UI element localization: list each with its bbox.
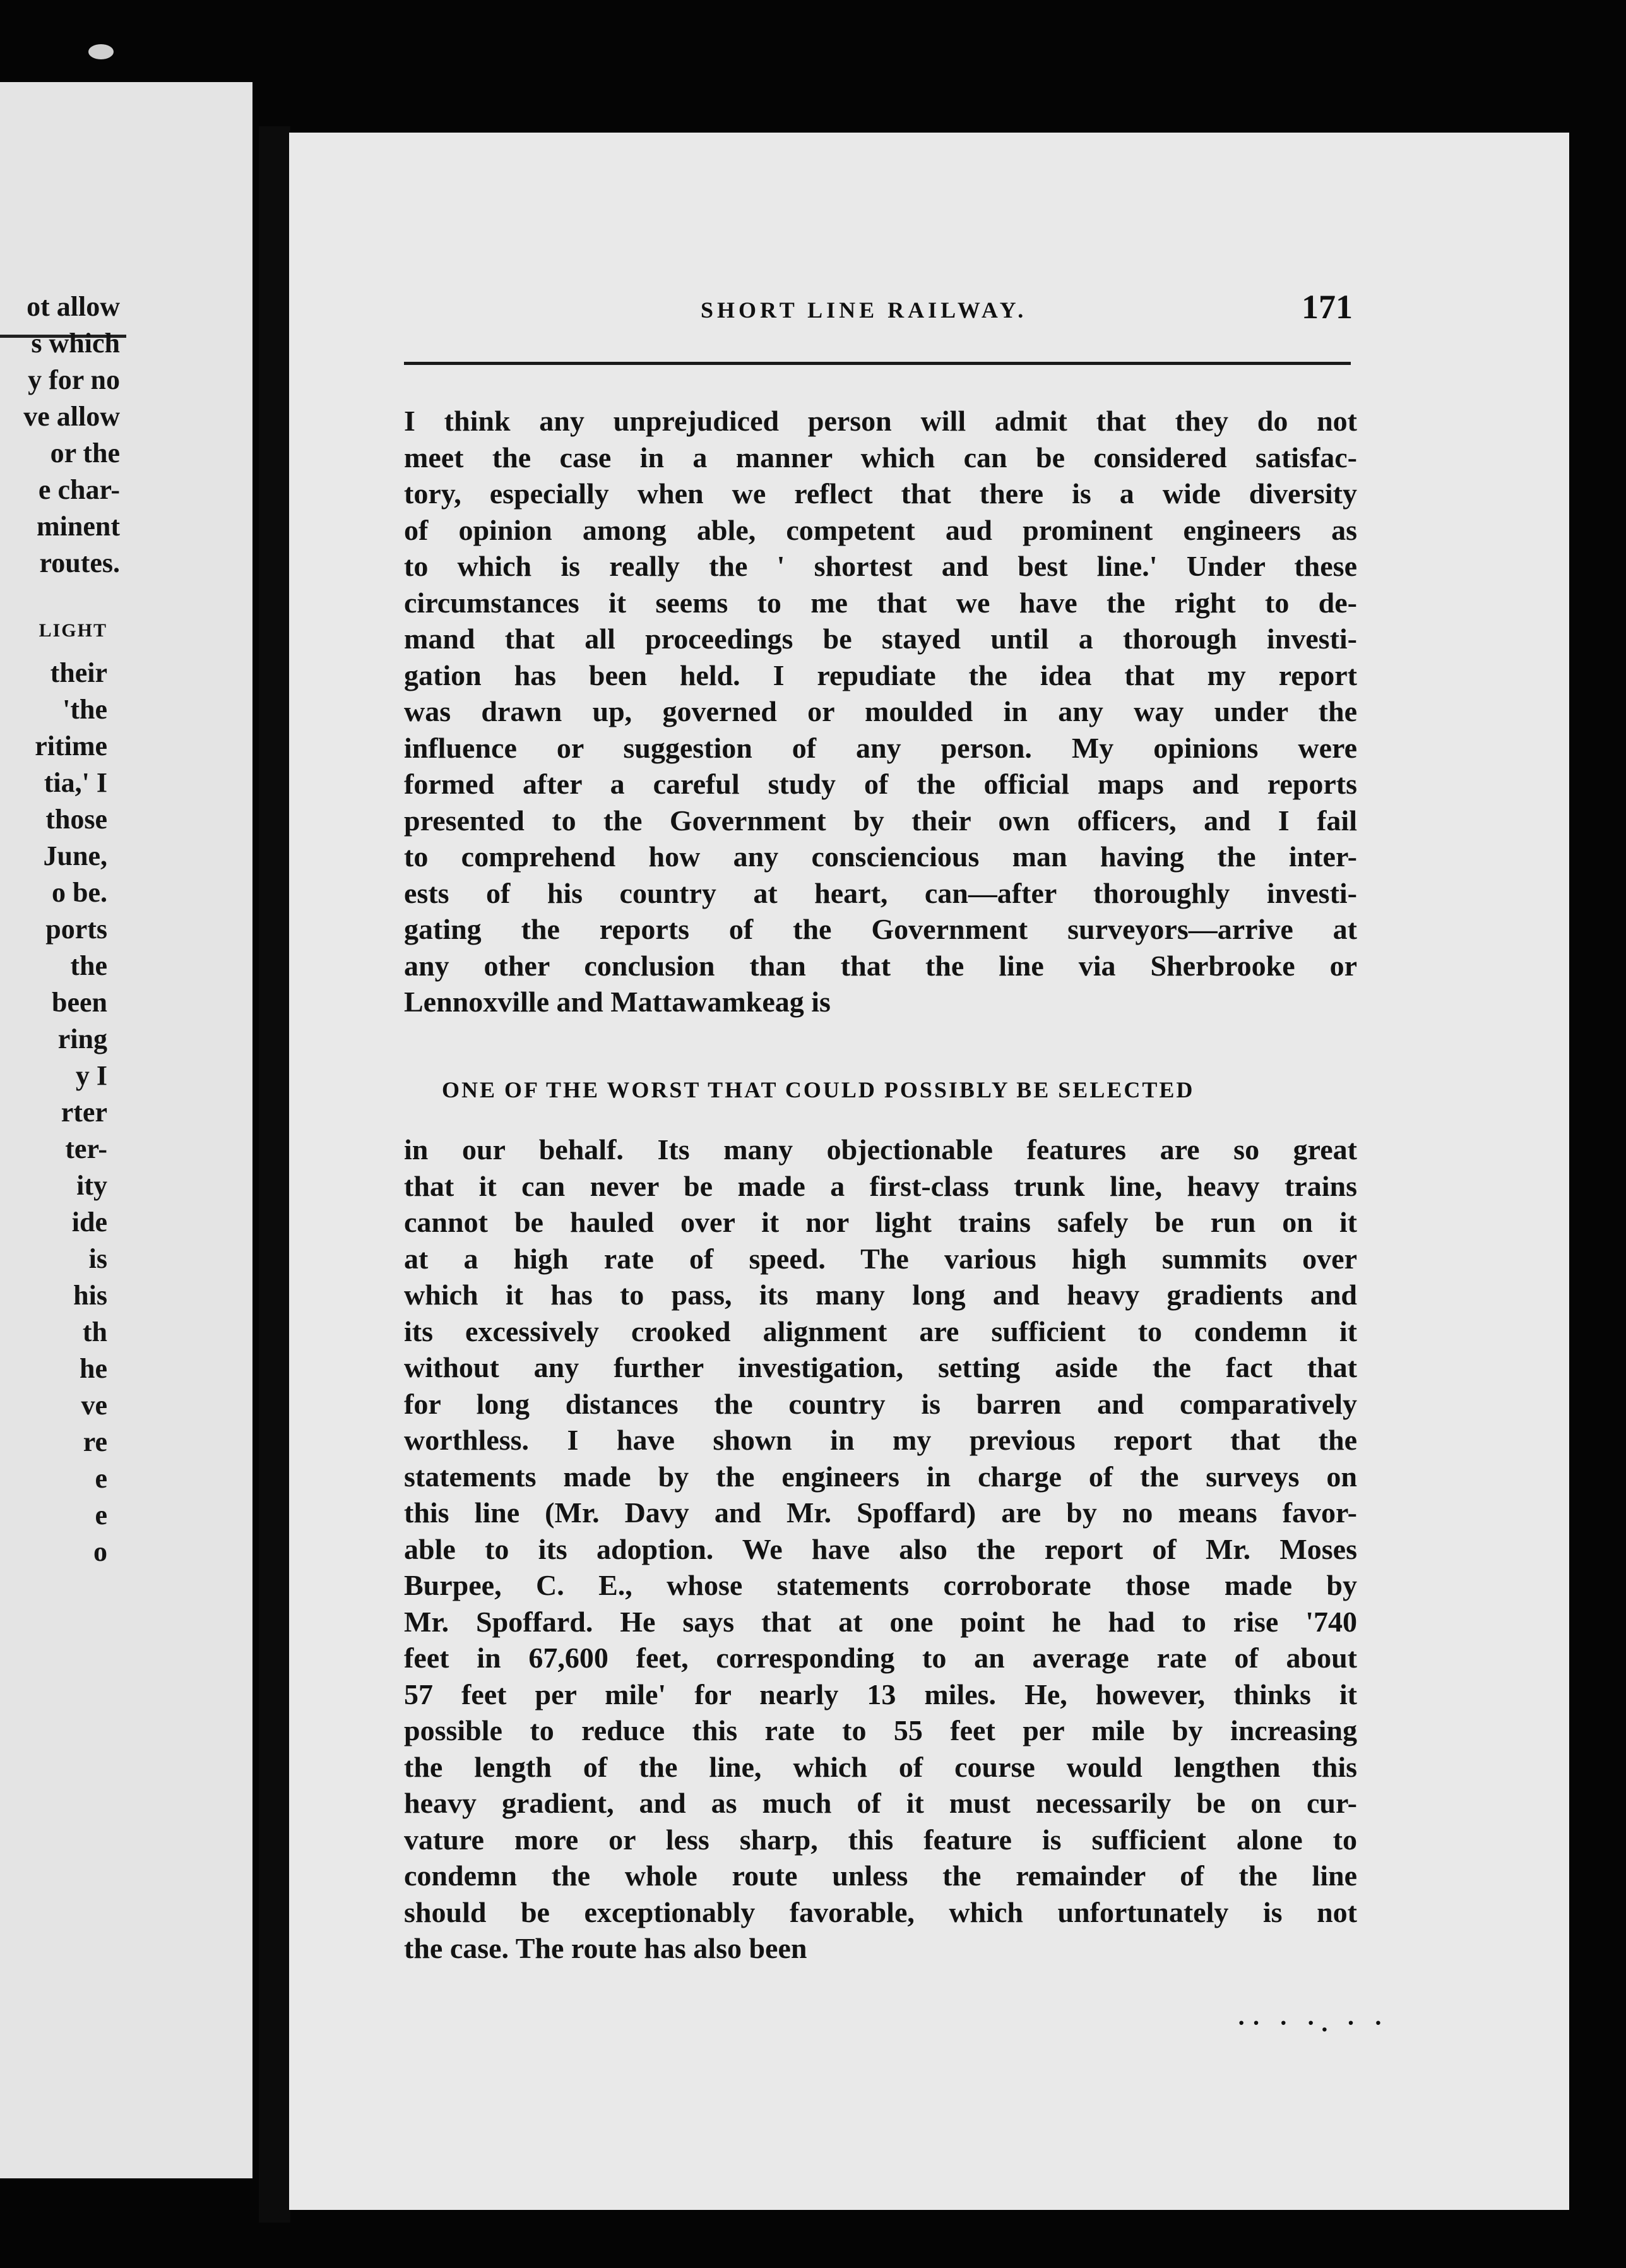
left-page-line: the xyxy=(70,950,107,981)
text-line: the case. The route has also been xyxy=(404,1932,807,1964)
text-line: should be exceptionably favorable, which unfortunately is not xyxy=(404,1895,1357,1928)
text-line: feet in 67,600 feet, corresponding to an average rate of about xyxy=(404,1642,1357,1674)
header-rule xyxy=(404,362,1351,365)
book-gutter xyxy=(259,126,290,2223)
text-line: statements made by the engineers in charge of the surveys on xyxy=(404,1460,1357,1493)
left-page-line: o be. xyxy=(52,877,107,908)
text-line: Burpee, C. E., whose statements corroborate those made by xyxy=(404,1569,1357,1601)
left-page-line: he xyxy=(80,1353,107,1384)
text-line: circumstances it seems to me that we have the right to de- xyxy=(404,586,1357,619)
left-page-line: e char- xyxy=(38,474,120,505)
text-line: cannot be hauled over it nor light trains safely be run on it xyxy=(404,1206,1357,1238)
left-page-line: re xyxy=(83,1426,107,1457)
text-line: was drawn up, governed or moulded in any way under the xyxy=(404,695,1357,727)
left-page-line: ve xyxy=(81,1390,107,1421)
text-line: meet the case in a manner which can be considered satisfac- xyxy=(404,441,1357,474)
left-page-line: e xyxy=(95,1463,107,1494)
left-page-line: ot allow xyxy=(27,291,120,322)
page-number: 171 xyxy=(1302,288,1353,326)
left-page-line: ter- xyxy=(65,1133,107,1164)
left-page-line: o xyxy=(93,1536,107,1567)
running-head: SHORT LINE RAILWAY. xyxy=(701,297,1028,323)
left-page-line: ve allow xyxy=(23,401,120,432)
left-page-line: is xyxy=(88,1243,107,1274)
text-line: for long distances the country is barren and comparatively xyxy=(404,1387,1357,1420)
text-line: Lennoxville and Mattawamkeag is xyxy=(404,986,831,1018)
left-page-line: those xyxy=(45,804,107,835)
left-page-line: e xyxy=(95,1500,107,1531)
text-line: tory, especially when we reflect that there is a wide diversity xyxy=(404,477,1357,510)
text-line: I think any unprejudiced person will admit that they do not xyxy=(404,405,1357,437)
text-line: in our behalf. Its many objectionable features are so great xyxy=(404,1133,1357,1166)
text-line: any other conclusion than that the line via Sherbrooke or xyxy=(404,949,1357,982)
text-line: to comprehend how any consciencious man having the inter- xyxy=(404,840,1357,873)
text-line: 57 feet per mile' for nearly 13 miles. He, however, thinks it xyxy=(404,1678,1357,1710)
text-line: condemn the whole route unless the remainder of the line xyxy=(404,1859,1357,1892)
left-page-line: th xyxy=(82,1316,107,1347)
text-line: possible to reduce this rate to 55 feet per mile by increasing xyxy=(404,1714,1357,1746)
text-line: to which is really the ' shortest and best line.' Under these xyxy=(404,550,1357,582)
text-line: formed after a careful study of the official maps and reports xyxy=(404,768,1357,800)
left-page-line: ports xyxy=(45,914,107,945)
text-line: gating the reports of the Government surveyors—arrive at xyxy=(404,913,1357,945)
text-line: worthless. I have shown in my previous report that the xyxy=(404,1424,1357,1456)
text-line: this line (Mr. Davy and Mr. Spoffard) are by no means favor- xyxy=(404,1496,1357,1529)
left-page-line: ring xyxy=(57,1024,107,1054)
scan-blemish xyxy=(88,44,114,59)
left-page-line: LIGHT xyxy=(39,620,107,641)
text-line: presented to the Government by their own officers, and I fail xyxy=(404,804,1357,837)
text-line: able to its adoption. We have also the report of Mr. Moses xyxy=(404,1532,1357,1565)
left-page-line: ritime xyxy=(35,731,107,761)
text-line: Mr. Spoffard. He says that at one point he had to rise '740 xyxy=(404,1605,1357,1638)
text-line: influence or suggestion of any person. My opinions were xyxy=(404,731,1357,764)
left-page-line: y for no xyxy=(28,364,120,395)
section-heading: ONE OF THE WORST THAT COULD POSSIBLY BE SELECTED xyxy=(442,1077,1195,1102)
left-page-line: June, xyxy=(43,840,107,871)
text-line: its excessively crooked alignment are sufficient to condemn it xyxy=(404,1315,1357,1347)
ink-specks: ·· · ·. · · xyxy=(1237,2008,1389,2037)
text-line: that it can never be made a first-class trunk line, heavy trains xyxy=(404,1169,1357,1202)
text-line: which it has to pass, its many long and heavy gradients and xyxy=(404,1279,1357,1311)
left-page-line: tia,' I xyxy=(44,767,107,798)
left-page-line: routes. xyxy=(39,547,120,578)
text-line: ests of his country at heart, can—after thoroughly investi- xyxy=(404,876,1357,909)
left-page-line: minent xyxy=(37,511,120,542)
left-page-line: 'the xyxy=(62,694,107,725)
left-facing-page xyxy=(0,82,252,2178)
left-page-line: s which xyxy=(31,328,120,359)
text-line: mand that all proceedings be stayed until a thorough investi- xyxy=(404,623,1357,655)
left-page-line: their xyxy=(50,657,107,688)
text-line: gation has been held. I repudiate the idea that my report xyxy=(404,659,1357,691)
text-line: the length of the line, which of course would lengthen this xyxy=(404,1750,1357,1783)
left-page-line: ity xyxy=(76,1170,107,1201)
left-page-line: rter xyxy=(61,1097,107,1128)
left-page-line: his xyxy=(73,1280,107,1311)
text-line: heavy gradient, and as much of it must necessarily be on cur- xyxy=(404,1787,1357,1819)
left-page-line: ide xyxy=(71,1207,107,1238)
text-line: of opinion among able, competent aud prominent engineers as xyxy=(404,513,1357,546)
left-page-line: been xyxy=(52,987,107,1018)
text-line: vature more or less sharp, this feature is sufficient alone to xyxy=(404,1823,1357,1856)
left-page-line: or the xyxy=(50,438,120,469)
text-line: at a high rate of speed. The various high summits over xyxy=(404,1242,1357,1275)
left-page-line: y I xyxy=(75,1060,107,1091)
text-line: without any further investigation, setting aside the fact that xyxy=(404,1351,1357,1383)
